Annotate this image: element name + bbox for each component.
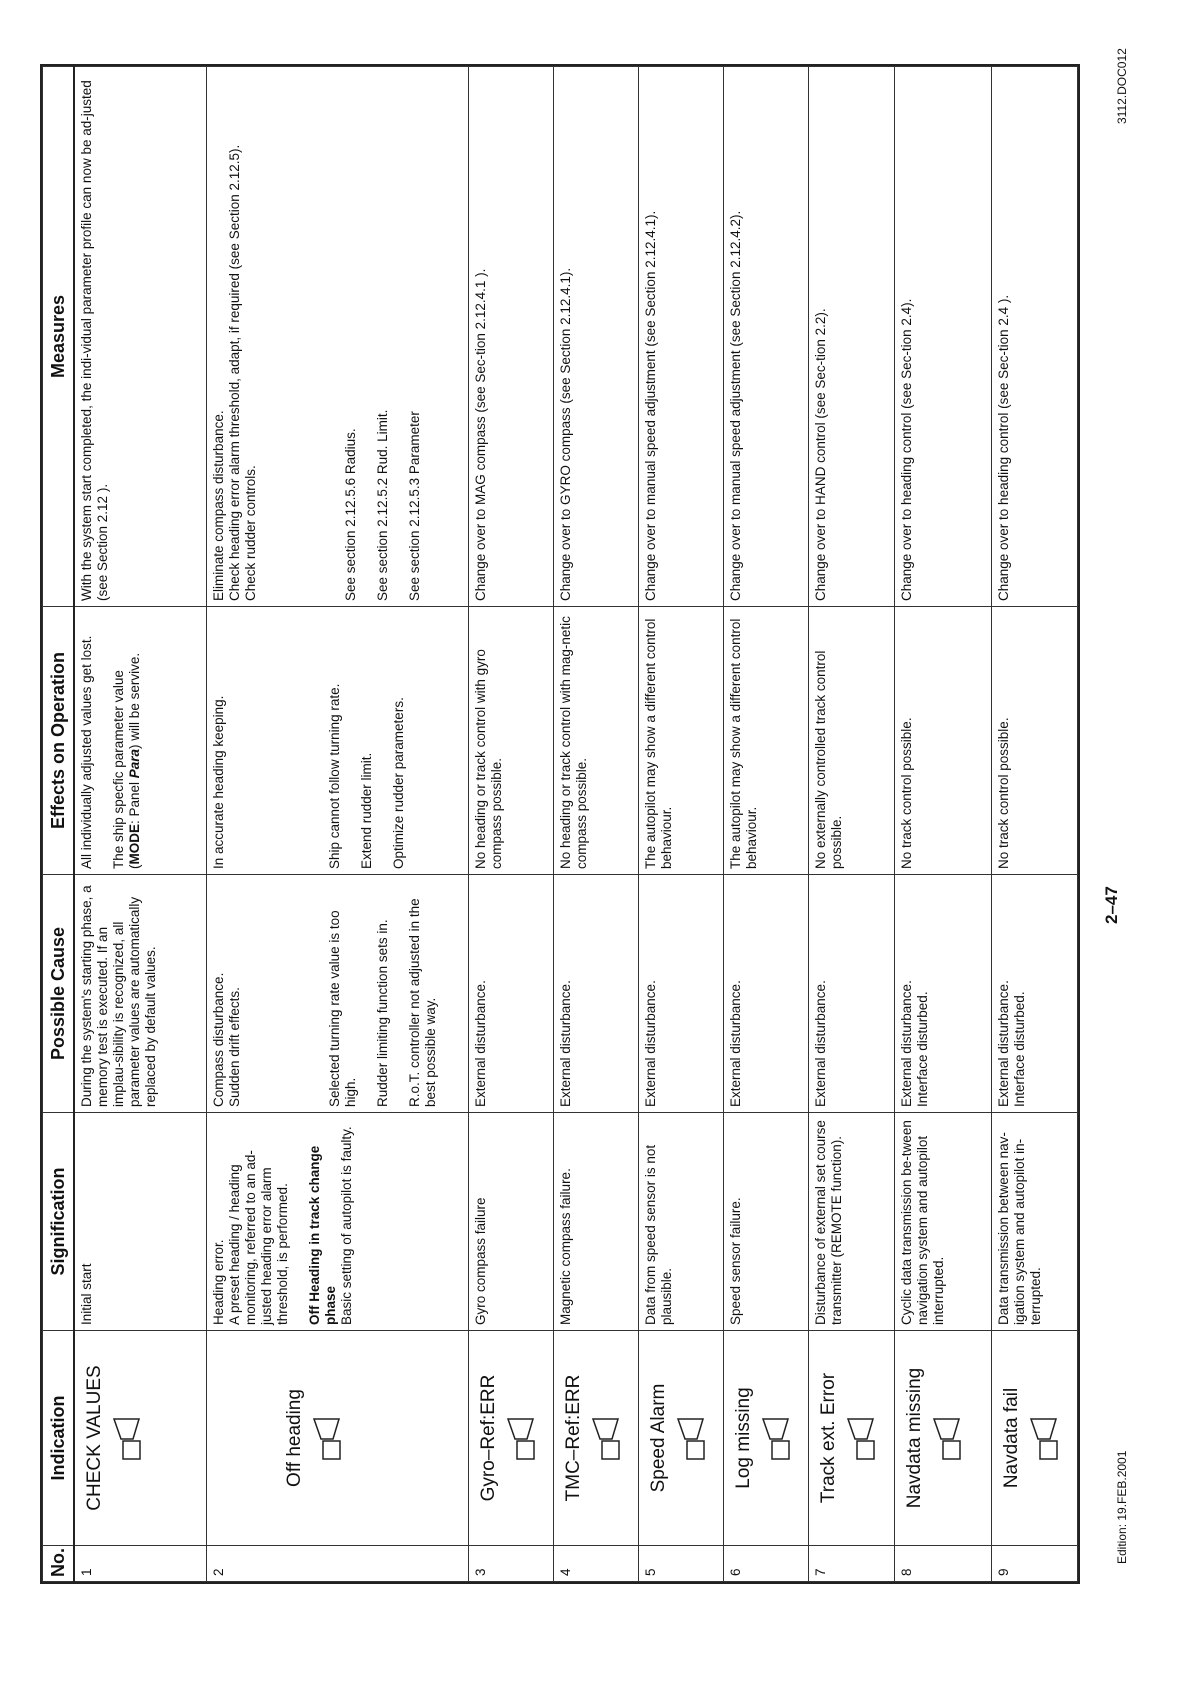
signification-subtext: Basic setting of autopilot is faulty.	[339, 1126, 355, 1325]
indication-cell	[207, 1331, 469, 1546]
horn-alarm-icon	[590, 1415, 622, 1461]
cause-text: Interface disturbed.	[1011, 991, 1027, 1107]
indication-text: Navdata fail	[1000, 1387, 1022, 1489]
possible-cause-cell	[639, 875, 724, 1113]
alarm-table-frame	[40, 64, 1080, 1584]
row-number: 9	[995, 1568, 1011, 1576]
page-number: 2–47	[1102, 886, 1121, 924]
measures-cell	[894, 67, 991, 607]
signification-cell	[639, 1113, 724, 1331]
measures-cell	[469, 67, 554, 607]
signification-cell	[74, 1113, 207, 1331]
row-number-cell	[809, 1546, 894, 1582]
indication-cell	[554, 1331, 639, 1546]
measures-text: Eliminate compass disturbance.	[211, 410, 227, 601]
row-number-cell	[74, 1546, 207, 1582]
alarm-table	[42, 66, 1078, 1582]
indication-text: Off heading	[284, 1389, 306, 1487]
measures-text: Change over to HAND control (see Sec-tion 2.2).	[813, 308, 829, 601]
horn-alarm-icon	[760, 1415, 792, 1461]
row-number: 1	[79, 1568, 94, 1576]
signification-cell	[724, 1113, 809, 1331]
document-id: 3112.DOC012	[1115, 48, 1129, 124]
header-no: No.	[43, 1546, 75, 1582]
horn-alarm-icon	[675, 1415, 707, 1461]
effects-text: No track control possible.	[898, 717, 914, 869]
indication-cell	[894, 1331, 991, 1546]
measures-cell	[724, 67, 809, 607]
measures-text: Change over to GYRO compass (see Section 2.12.4.1).	[558, 267, 574, 601]
signification-text: Gyro compass failure	[473, 1197, 489, 1325]
table-row	[991, 67, 1077, 1582]
possible-cause-cell	[74, 875, 207, 1113]
measures-text: Change over to MAG compass (see Sec-tion 2.12.4.1 ).	[473, 268, 489, 601]
horn-alarm-icon	[1028, 1415, 1060, 1461]
signification-cell	[809, 1113, 894, 1331]
measures-cell	[74, 67, 207, 607]
cause-text: Sudden drift effects.	[227, 987, 243, 1107]
table-row	[554, 67, 639, 1582]
row-number-cell	[991, 1546, 1077, 1582]
indication-text: Speed Alarm	[648, 1383, 670, 1493]
measures-text: See section 2.12.5.6 Radius.	[343, 428, 359, 601]
indication-cell	[991, 1331, 1077, 1546]
indication-text: CHECK VALUES	[84, 1365, 105, 1511]
possible-cause-cell	[724, 875, 809, 1113]
indication-text: Gyro–Ref:ERR	[478, 1374, 500, 1502]
cause-text: External disturbance.	[898, 980, 914, 1107]
horn-alarm-icon	[311, 1415, 343, 1461]
effects-text: Extend rudder limit.	[359, 752, 375, 869]
effects-text: No heading or track control with mag-netic compass possible.	[558, 616, 590, 869]
possible-cause-cell	[991, 875, 1077, 1113]
effects-cell	[639, 607, 724, 875]
effects-mode-line: (MODE: Panel Para) will be servive.	[127, 652, 142, 869]
cause-text: External disturbance.	[558, 980, 574, 1107]
row-number: 4	[558, 1568, 574, 1576]
header-signification: Signification	[43, 1113, 75, 1331]
row-number: 2	[211, 1568, 227, 1576]
horn-alarm-icon	[505, 1415, 537, 1461]
table-row	[894, 67, 991, 1582]
row-number-cell	[639, 1546, 724, 1582]
row-number-cell	[724, 1546, 809, 1582]
effects-text: In accurate heading keeping.	[211, 695, 227, 869]
mode-label: MODE	[127, 824, 142, 865]
row-number: 8	[898, 1568, 914, 1576]
measures-text: With the system start completed, the indi-vidual parameter profile can now be ad-justed (see Section 2.12 ).	[79, 80, 110, 601]
indication-text: Track ext. Error	[818, 1372, 840, 1504]
horn-alarm-icon	[845, 1415, 877, 1461]
row-number-cell	[894, 1546, 991, 1582]
effects-text: Optimize rudder parameters.	[391, 697, 407, 869]
signification-subtitle: Off Heading in track change phase	[307, 1145, 339, 1325]
indication-cell	[74, 1331, 207, 1546]
possible-cause-cell	[894, 875, 991, 1113]
cause-text: Selected turning rate value is too high.	[327, 910, 359, 1107]
measures-cell	[809, 67, 894, 607]
measures-text: Change over to manual speed adjustment (see Section 2.12.4.2).	[728, 210, 744, 601]
measures-text: Change over to heading control (see Sec-tion 2.4 ).	[995, 294, 1011, 601]
signification-cell	[554, 1113, 639, 1331]
horn-alarm-icon	[111, 1415, 143, 1461]
cause-text: Interface disturbed.	[914, 991, 930, 1107]
mode-text: : Panel	[127, 778, 142, 824]
measures-text: Check rudder controls.	[243, 465, 259, 601]
row-number: 3	[473, 1568, 489, 1576]
effects-text: All individually adjusted values get lost.	[79, 635, 94, 869]
row-number-cell	[469, 1546, 554, 1582]
effects-cell	[554, 607, 639, 875]
effects-text: The autopilot may show a different control behaviour.	[728, 618, 760, 869]
cause-text: R.o.T. controller not adjusted in the best possible way.	[407, 898, 439, 1107]
effects-text: The autopilot may show a different control behaviour.	[643, 618, 675, 869]
horn-alarm-icon	[931, 1415, 963, 1461]
table-header-row	[43, 67, 75, 1582]
edition-date: Edition: 19.FEB.2001	[1115, 1450, 1129, 1564]
cause-text: During the system's starting phase, a memory test is executed. If an implau-sibility is recognized, all parameter values are automatically replaced by default values.	[79, 885, 158, 1107]
signification-cell	[469, 1113, 554, 1331]
signification-cell	[207, 1113, 469, 1331]
effects-text: No track control possible.	[995, 717, 1011, 869]
measures-text: Change over to heading control (see Sec-tion 2.4).	[898, 298, 914, 601]
effects-note: The ship specfic parameter value	[111, 670, 126, 869]
measures-cell	[207, 67, 469, 607]
row-number: 5	[643, 1568, 659, 1576]
effects-cell	[724, 607, 809, 875]
indication-cell	[809, 1331, 894, 1546]
measures-cell	[554, 67, 639, 607]
effects-cell	[991, 607, 1077, 875]
header-possible-cause: Possible Cause	[43, 875, 75, 1113]
signification-text: Heading error.	[211, 1239, 227, 1325]
signification-text: Data from speed sensor is not plausible.	[643, 1144, 675, 1325]
effects-cell	[894, 607, 991, 875]
indication-text: Navdata missing	[903, 1367, 925, 1509]
effects-text: No externally controlled track control possible.	[813, 650, 845, 869]
table-row	[207, 67, 469, 1582]
indication-text: TMC–Ref:ERR	[563, 1374, 585, 1502]
table-row	[469, 67, 554, 1582]
indication-text: Log missing	[733, 1387, 755, 1489]
effects-cell	[469, 607, 554, 875]
signification-text: Initial start	[79, 1263, 94, 1325]
indication-cell	[639, 1331, 724, 1546]
cause-text: External disturbance.	[728, 980, 744, 1107]
header-measures: Measures	[43, 67, 75, 607]
mode-end: ) will be servive.	[127, 652, 142, 749]
possible-cause-cell	[809, 875, 894, 1113]
cause-text: Rudder limiting function sets in.	[375, 919, 391, 1107]
effects-cell	[74, 607, 207, 875]
effects-cell	[809, 607, 894, 875]
signification-cell	[991, 1113, 1077, 1331]
cause-text: External disturbance.	[995, 980, 1011, 1107]
possible-cause-cell	[207, 875, 469, 1113]
measures-text: See section 2.12.5.2 Rud. Limit.	[375, 409, 391, 601]
cause-text: External disturbance.	[813, 980, 829, 1107]
signification-text: A preset heading / heading monitoring, referred to an ad-justed heading error alarm threshold, is performed.	[227, 1150, 291, 1325]
measures-text: Check heading error alarm threshold, adapt, if required (see Section 2.12.5).	[227, 144, 243, 601]
measures-text: See section 2.12.5.3 Parameter	[407, 411, 423, 601]
table-row	[724, 67, 809, 1582]
table-row	[809, 67, 894, 1582]
indication-cell	[724, 1331, 809, 1546]
measures-text: Change over to manual speed adjustment (see Section 2.12.4.1).	[643, 210, 659, 601]
table-row	[639, 67, 724, 1582]
signification-text: Speed sensor failure.	[728, 1197, 744, 1325]
indication-cell	[469, 1331, 554, 1546]
measures-cell	[991, 67, 1077, 607]
row-number-cell	[554, 1546, 639, 1582]
signification-text: Cyclic data transmission be-tween navigation system and autopilot interrupted.	[898, 1120, 946, 1325]
header-effects: Effects on Operation	[43, 607, 75, 875]
cause-text: External disturbance.	[643, 980, 659, 1107]
signification-text: Magnetic compass failure.	[558, 1168, 574, 1325]
signification-text: Data transmission between nav-igation system and autopilot in-terrupted.	[995, 1132, 1043, 1325]
para-label: Para	[127, 748, 142, 779]
cause-text: Compass disturbance.	[211, 972, 227, 1107]
row-number-cell	[207, 1546, 469, 1582]
effects-text: Ship cannot follow turning rate.	[327, 683, 343, 869]
possible-cause-cell	[554, 875, 639, 1113]
signification-text: Disturbance of external set course transmitter (REMOTE function).	[813, 1120, 845, 1325]
effects-text: No heading or track control with gyro compass possible.	[473, 649, 505, 869]
effects-cell	[207, 607, 469, 875]
signification-cell	[894, 1113, 991, 1331]
possible-cause-cell	[469, 875, 554, 1113]
cause-text: External disturbance.	[473, 980, 489, 1107]
measures-cell	[639, 67, 724, 607]
row-number: 7	[813, 1568, 829, 1576]
row-number: 6	[728, 1568, 744, 1576]
header-indication: Indication	[43, 1331, 75, 1546]
table-row	[74, 67, 207, 1582]
